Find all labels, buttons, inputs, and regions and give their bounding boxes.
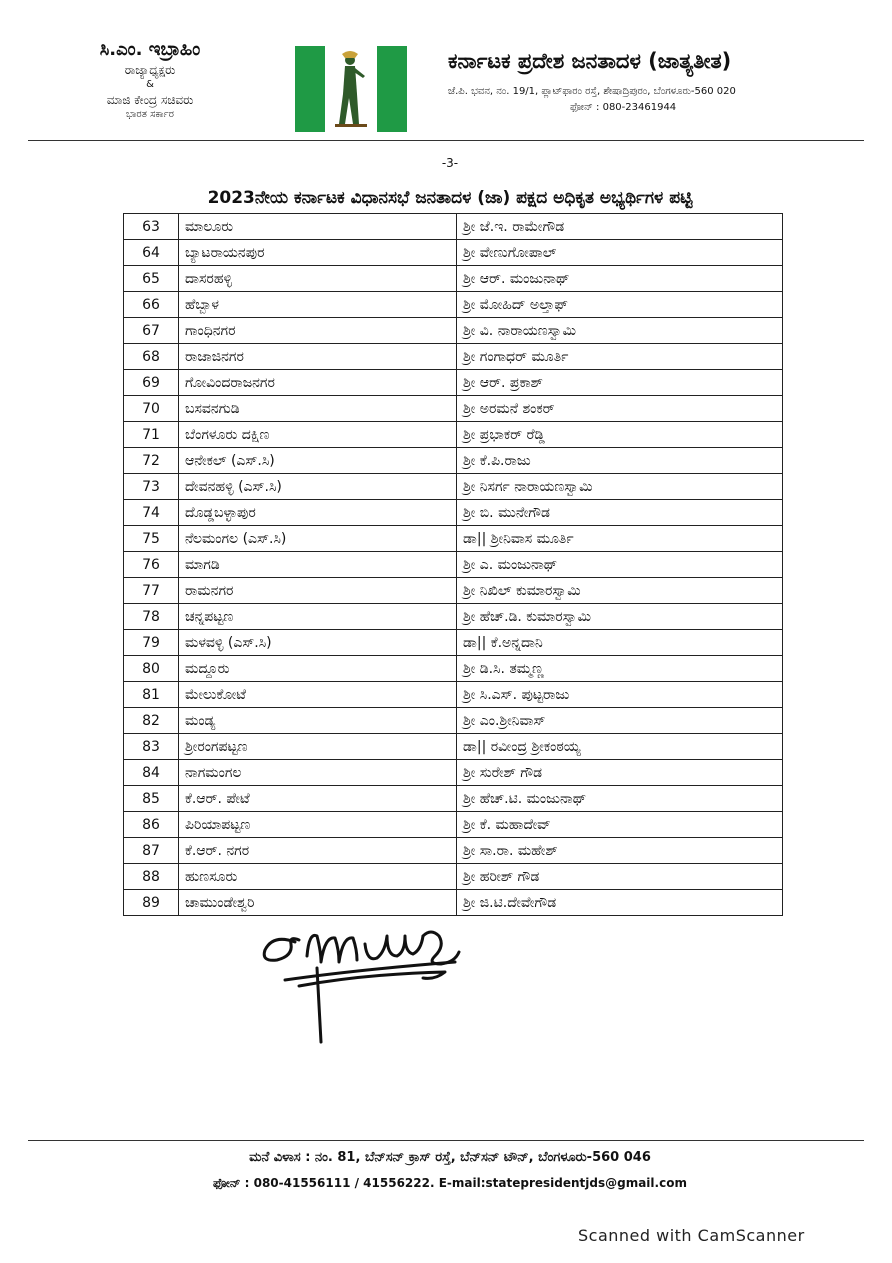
constituency-name: ರಾಮನಗರ xyxy=(179,578,457,604)
candidate-name: ಡಾ|| ರವೀಂದ್ರ ಶ್ರೀಕಂಠಯ್ಯ xyxy=(457,734,783,760)
candidate-name: ಶ್ರೀ ಕೆ.ಪಿ.ರಾಜು xyxy=(457,448,783,474)
serial-number: 83 xyxy=(124,734,179,760)
party-phone: ಫೋನ್ : 080-23461944 xyxy=(570,102,677,113)
serial-number: 81 xyxy=(124,682,179,708)
constituency-name: ಮಳವಳ್ಳಿ (ಎಸ್.ಸಿ) xyxy=(179,630,457,656)
letterhead-left xyxy=(40,38,260,122)
serial-number: 65 xyxy=(124,266,179,292)
constituency-name: ಕೆ.ಆರ್. ನಗರ xyxy=(179,838,457,864)
letterhead-right xyxy=(448,46,848,116)
constituency-name: ಚನ್ನಪಟ್ಟಣ xyxy=(179,604,457,630)
serial-number: 72 xyxy=(124,448,179,474)
party-name: ಕರ್ನಾಟಕ ಪ್ರದೇಶ ಜನತಾದಳ (ಜಾತ್ಯತೀತ) xyxy=(448,49,732,73)
constituency-name: ಬ್ಯಾಟರಾಯನಪುರ xyxy=(179,240,457,266)
table-row xyxy=(124,682,783,708)
table-row xyxy=(124,292,783,318)
table-row xyxy=(124,318,783,344)
constituency-name: ನಾಗಮಂಗಲ xyxy=(179,760,457,786)
constituency-name: ಶ್ರೀರಂಗಪಟ್ಟಣ xyxy=(179,734,457,760)
party-address: ಜೆ.ಪಿ. ಭವನ, ನಂ. 19/1, ಪ್ಲಾಟ್‌ಫಾರಂ ರಸ್ತೆ, ಶೇಷಾದ್ರಿಪುರಂ, ಬೆಂಗಳೂರು-560 020 xyxy=(448,86,736,97)
constituency-name: ಮೇಲುಕೋಟೆ xyxy=(179,682,457,708)
candidate-name: ಶ್ರೀ ಹರೀಶ್ ಗೌಡ xyxy=(457,864,783,890)
president-name: ಸಿ.ಎಂ. ಇಬ್ರಾಹಿಂ xyxy=(99,39,201,60)
serial-number: 70 xyxy=(124,396,179,422)
serial-number: 63 xyxy=(124,214,179,240)
table-row xyxy=(124,838,783,864)
table-row xyxy=(124,500,783,526)
constituency-name: ಬೆಂಗಳೂರು ದಕ್ಷಿಣ xyxy=(179,422,457,448)
table-row xyxy=(124,630,783,656)
table-row xyxy=(124,864,783,890)
serial-number: 64 xyxy=(124,240,179,266)
table-row xyxy=(124,526,783,552)
serial-number: 87 xyxy=(124,838,179,864)
table-row xyxy=(124,214,783,240)
candidate-name: ಡಾ|| ಕೆ.ಅನ್ನದಾನಿ xyxy=(457,630,783,656)
candidate-name: ಶ್ರೀ ಎ. ಮಂಜುನಾಥ್ xyxy=(457,552,783,578)
candidate-name: ಶ್ರೀ ಆರ್. ಮಂಜುನಾಥ್ xyxy=(457,266,783,292)
table-row xyxy=(124,266,783,292)
constituency-name: ಬಸವನಗುಡಿ xyxy=(179,396,457,422)
candidate-name: ಶ್ರೀ ಅರಮನೆ ಶಂಕರ್ xyxy=(457,396,783,422)
candidate-name: ಶ್ರೀ ಸಾ.ರಾ. ಮಹೇಶ್ xyxy=(457,838,783,864)
conjunction: & xyxy=(146,79,154,90)
candidate-name: ಶ್ರೀ ವೇಣುಗೋಪಾಲ್ xyxy=(457,240,783,266)
constituency-name: ಪಿರಿಯಾಪಟ್ಟಣ xyxy=(179,812,457,838)
footer-contact: ಫೋನ್ : 080-41556111 / 41556222. E-mail:statepresidentjds@gmail.com xyxy=(213,1176,687,1190)
table-row xyxy=(124,396,783,422)
table-row xyxy=(124,552,783,578)
candidate-name: ಶ್ರೀ ಡಿ.ಸಿ. ತಮ್ಮಣ್ಣ xyxy=(457,656,783,682)
serial-number: 84 xyxy=(124,760,179,786)
candidate-name: ಶ್ರೀ ಸುರೇಶ್ ಗೌಡ xyxy=(457,760,783,786)
constituency-name: ದೇವನಹಳ್ಳಿ (ಎಸ್.ಸಿ) xyxy=(179,474,457,500)
scanner-watermark: Scanned with CamScanner xyxy=(578,1226,805,1245)
table-row xyxy=(124,578,783,604)
constituency-name: ಮದ್ದೂರು xyxy=(179,656,457,682)
constituency-name: ಗಾಂಧಿನಗರ xyxy=(179,318,457,344)
candidate-name: ಡಾ|| ಶ್ರೀನಿವಾಸ ಮೂರ್ತಿ xyxy=(457,526,783,552)
serial-number: 73 xyxy=(124,474,179,500)
table-row xyxy=(124,370,783,396)
serial-number: 80 xyxy=(124,656,179,682)
serial-number: 68 xyxy=(124,344,179,370)
candidate-name: ಶ್ರೀ ಬಿ. ಮುನೇಗೌಡ xyxy=(457,500,783,526)
table-row xyxy=(124,734,783,760)
serial-number: 86 xyxy=(124,812,179,838)
candidate-name: ಶ್ರೀ ಮೋಹಿದ್ ಅಲ್ತಾಫ್ xyxy=(457,292,783,318)
candidate-name: ಶ್ರೀ ಪ್ರಭಾಕರ್ ರೆಡ್ಡಿ xyxy=(457,422,783,448)
former-role: ಮಾಜಿ ಕೇಂದ್ರ ಸಚಿವರು xyxy=(106,93,194,107)
jds-flag-logo-icon xyxy=(295,46,407,132)
serial-number: 69 xyxy=(124,370,179,396)
serial-number: 78 xyxy=(124,604,179,630)
designation: ರಾಜ್ಯಾಧ್ಯಕ್ಷರು xyxy=(124,63,176,77)
constituency-name: ಮಂಡ್ಯ xyxy=(179,708,457,734)
table-row xyxy=(124,812,783,838)
constituency-name: ರಾಜಾಜಿನಗರ xyxy=(179,344,457,370)
table-row xyxy=(124,656,783,682)
serial-number: 89 xyxy=(124,890,179,916)
table-row xyxy=(124,604,783,630)
candidate-name: ಶ್ರೀ ನಿಸರ್ಗ ನಾರಾಯಣಸ್ವಾಮಿ xyxy=(457,474,783,500)
serial-number: 85 xyxy=(124,786,179,812)
page-number: -3- xyxy=(441,156,459,170)
government: ಭಾರತ ಸರ್ಕಾರ xyxy=(126,109,174,120)
candidate-name: ಶ್ರೀ ಗಂಗಾಧರ್ ಮೂರ್ತಿ xyxy=(457,344,783,370)
constituency-name: ದೊಡ್ಡಬಳ್ಳಾಪುರ xyxy=(179,500,457,526)
table-row xyxy=(124,344,783,370)
table-row xyxy=(124,890,783,916)
serial-number: 79 xyxy=(124,630,179,656)
footer-divider xyxy=(28,1140,864,1141)
constituency-name: ಕೆ.ಆರ್. ಪೇಟೆ xyxy=(179,786,457,812)
serial-number: 75 xyxy=(124,526,179,552)
candidate-name: ಶ್ರೀ ಜೆ.ಇ. ರಾಮೇಗೌಡ xyxy=(457,214,783,240)
serial-number: 67 xyxy=(124,318,179,344)
table-row xyxy=(124,708,783,734)
candidate-table xyxy=(123,213,783,916)
constituency-name: ಆನೇಕಲ್ (ಎಸ್.ಸಿ) xyxy=(179,448,457,474)
serial-number: 88 xyxy=(124,864,179,890)
table-row xyxy=(124,786,783,812)
candidate-name: ಶ್ರೀ ನಿಖಿಲ್ ಕುಮಾರಸ್ವಾಮಿ xyxy=(457,578,783,604)
serial-number: 82 xyxy=(124,708,179,734)
serial-number: 77 xyxy=(124,578,179,604)
table-row xyxy=(124,760,783,786)
constituency-name: ಮಾಲೂರು xyxy=(179,214,457,240)
constituency-name: ಮಾಗಡಿ xyxy=(179,552,457,578)
table-row xyxy=(124,240,783,266)
candidate-name: ಶ್ರೀ ಹೆಚ್.ಟಿ. ಮಂಜುನಾಥ್ xyxy=(457,786,783,812)
candidate-name: ಶ್ರೀ ಕೆ. ಮಹಾದೇವ್ xyxy=(457,812,783,838)
candidate-name: ಶ್ರೀ ಎಂ.ಶ್ರೀನಿವಾಸ್ xyxy=(457,708,783,734)
serial-number: 74 xyxy=(124,500,179,526)
table-row xyxy=(124,474,783,500)
table-row xyxy=(124,448,783,474)
candidate-name: ಶ್ರೀ ಜಿ.ಟಿ.ದೇವೇಗೌಡ xyxy=(457,890,783,916)
candidate-name: ಶ್ರೀ ಆರ್. ಪ್ರಕಾಶ್ xyxy=(457,370,783,396)
constituency-name: ಗೋವಿಂದರಾಜನಗರ xyxy=(179,370,457,396)
table-row xyxy=(124,422,783,448)
footer-address: ಮನೆ ವಿಳಾಸ : ನಂ. 81, ಬೆನ್‌ಸನ್ ಕ್ರಾಸ್ ರಸ್ತೆ, ಬೆನ್‌ಸನ್ ಟೌನ್, ಬೆಂಗಳೂರು-560 046 xyxy=(249,1150,651,1165)
candidate-name: ಶ್ರೀ ಹೆಚ್.ಡಿ. ಕುಮಾರಸ್ವಾಮಿ xyxy=(457,604,783,630)
constituency-name: ಹೆಬ್ಬಾಳ xyxy=(179,292,457,318)
candidate-name: ಶ್ರೀ ಸಿ.ಎಸ್. ಪುಟ್ಟರಾಜು xyxy=(457,682,783,708)
header-divider xyxy=(28,140,864,141)
constituency-name: ದಾಸರಹಳ್ಳಿ xyxy=(179,266,457,292)
handwritten-signature-icon xyxy=(255,922,485,1050)
serial-number: 71 xyxy=(124,422,179,448)
serial-number: 76 xyxy=(124,552,179,578)
constituency-name: ಚಾಮುಂಡೇಶ್ವರಿ xyxy=(179,890,457,916)
constituency-name: ನೆಲಮಂಗಲ (ಎಸ್.ಸಿ) xyxy=(179,526,457,552)
candidate-name: ಶ್ರೀ ವಿ. ನಾರಾಯಣಸ್ವಾಮಿ xyxy=(457,318,783,344)
document-title: 2023ನೇಯ ಕರ್ನಾಟಕ ವಿಧಾನಸಭೆ ಜನತಾದಳ (ಜಾ) ಪಕ್ಷದ ಅಧಿಕೃತ ಅಭ್ಯರ್ಥಿಗಳ ಪಟ್ಟಿ xyxy=(207,188,693,208)
serial-number: 66 xyxy=(124,292,179,318)
constituency-name: ಹುಣಸೂರು xyxy=(179,864,457,890)
